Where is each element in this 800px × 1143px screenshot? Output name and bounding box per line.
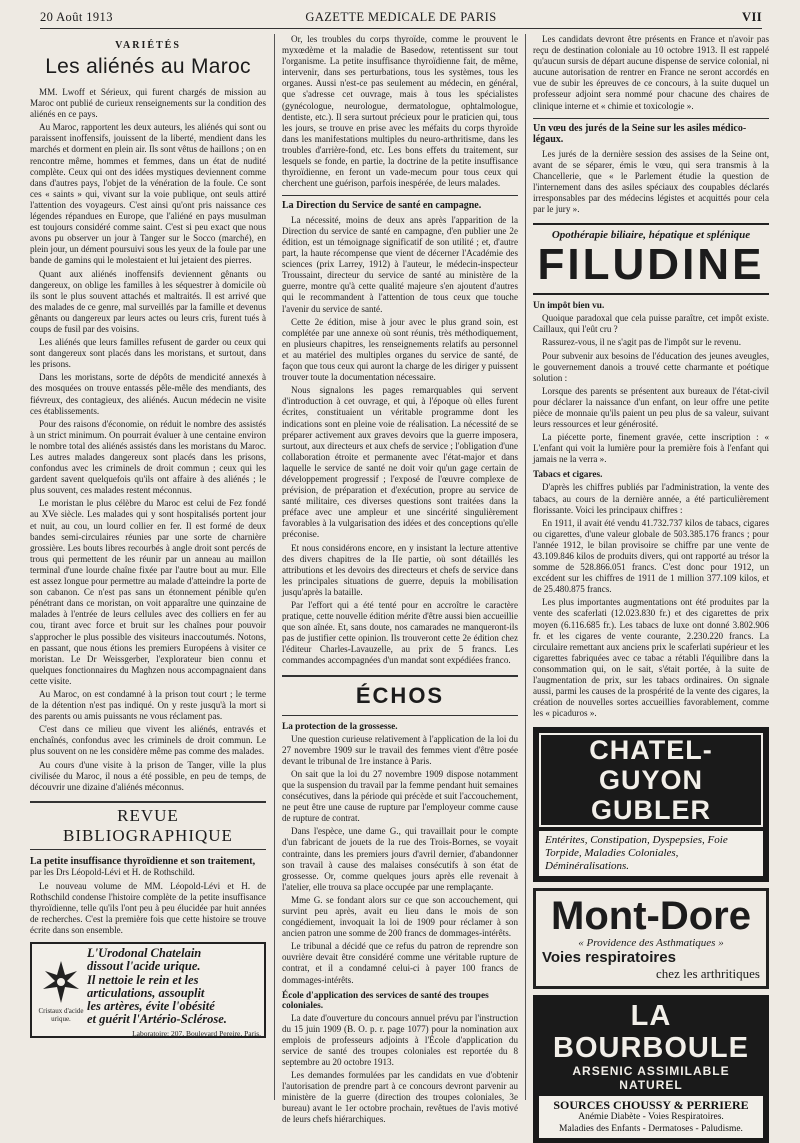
paragraph: La date d'ouverture du concours annuel prévu par l'instruction du 15 juin 1909 (B. O. p. r. page 1077) pour la nomination aux emplois de professeurs adjoints à l'École d'application du service de santé des troupes coloniales est reportée du 8 septembre au 20 octobre 1913. bbox=[282, 1012, 518, 1067]
page-header bbox=[40, 10, 762, 29]
ad-line: L'Urodonal Chatelain bbox=[87, 946, 202, 961]
la-bourboule-sources: SOURCES CHOUSSY & PERRIERE bbox=[553, 1098, 749, 1113]
paragraph: Rassurez-vous, il ne s'agit pas de l'impôt sur le revenu. bbox=[542, 337, 742, 348]
paragraph: Quant aux aliénés inoffensifs deviennent gênants ou dangereux, on oblige les familles à les séquestrer à domicile où ils sont le plus souvent attachés et maltraités. Il est arrivé que des malades de ce genre, mal surveillés par la famille et devenus gênants ou dangereux par leurs actes ou leurs cris, furent tués à coups de fusil par des voisins. bbox=[30, 268, 266, 334]
article-title: Les aliénés au Maroc bbox=[45, 55, 251, 78]
paragraph: Les candidats devront être présents en France et n'avoir pas reçu de destination coloniale au 10 octobre 1913. Il est rappelé qu'aucun sursis de départ aucune dispense de service colonial, ni aucune autorisation de rentrer en France ne seront accordés en vue de subir les épreuves de ce concours, à la suite duquel un professeur adjoint sera nommé pour chacune des chaires de clinique interne et « chimie et toxicologie ». bbox=[533, 34, 769, 111]
review-section-title: REVUE BIBLIOGRAPHIQUE bbox=[30, 801, 266, 850]
la-bourboule-brand: LA BOURBOULE bbox=[553, 1000, 749, 1065]
column-2 bbox=[282, 34, 518, 1125]
column-1 bbox=[30, 34, 266, 1102]
book-title: La petite insuffisance thyroïdienne et son traitement, bbox=[30, 855, 256, 867]
column-3 bbox=[533, 34, 769, 1135]
paragraph: Les demandes formulées par les candidats en vue d'obtenir l'autorisation de prendre part à ce concours devront parvenir au ministère de la guerre (direction des troupes coloniales, 3e bureau) avant le 1er octobre prochain, revêtues de l'avis motivé de leurs chefs hiérarchiques. bbox=[282, 1070, 518, 1125]
paragraph: Au cours d'une visite à la prison de Tanger, ville la plus civilisée du Maroc, il nous a été possible, en peu de temps, de découvrir une dizaine d'aliénés méconnus. bbox=[30, 759, 266, 792]
review-text: Le nouveau volume de MM. Léopold-Lévi et H. de Rothschild condense l'histoire complète de la petite insuffisance thyroïdienne, telle qu'ils l'ont peu à peu élucidée par huit années de recherches. C'est la première fois que cette histoire se trouve écrite dans son ensemble. bbox=[30, 880, 266, 936]
paragraph: Les jurés de la dernière session des assises de la Seine ont, avant de se séparer, émis le vœu, qui sera transmis à la Chancellerie, que « le Parlement étudie la question de l'internement dans des asiles spéciaux des coupables déclarés irresponsables par des médecins légistes et acquittés pour cela par le jury ». bbox=[533, 148, 769, 215]
paragraph: C'est dans ce milieu que vivent les aliénés, entravés et enchaînés, confondus avec les criminels de droit commun. Le plus souvent on ne les considère même pas comme des malades. bbox=[30, 724, 266, 757]
page-number: VII bbox=[742, 10, 762, 24]
paragraph: Au Maroc, rapportent les deux auteurs, les aliénés qui sont ou paraissent inoffensifs, jouissent de la liberté, mendient dans les marchés et dorment en plein air. Ils sont vêtus de haillons ; on en rencontre même, hommes et femmes, dans un état de nudité complète. Ceux qui ont des idées mystiques deviennent comme dans d'autres pays, l'objet de la vénération de la foule. Ce sont ces « saints » qui, vivant sur la voie publique, ont seuls attiré l'attention des voyageurs. C'est ainsi qu'ont pris naissance ces légendes répandues en Europe, que l'aliéné en pays musulman est toujours considéré comme saint. C'est si peu exact que nous avons pu observer un jour à Tanger sur le Socco (marché), en plein jour, un dément poursuivi sous les yeux de la foule par une bande de gamins qui le molestaient et lui jetaient des pierres. bbox=[30, 122, 266, 266]
echos-section-title: ÉCHOS bbox=[282, 675, 518, 716]
crystals-icon bbox=[39, 957, 83, 1007]
flask-illustration bbox=[35, 947, 87, 1033]
filudine-brand: FILUDINE bbox=[537, 240, 765, 290]
issue-date: 20 Août 1913 bbox=[40, 10, 113, 24]
mont-dore-chez: chez les arthritiques bbox=[656, 966, 760, 982]
column-divider bbox=[274, 34, 275, 1100]
article-body bbox=[30, 87, 266, 793]
paragraph: Quoique paradoxal que cela puisse paraître, cet impôt existe. Caillaux, qui l'eût cru ? bbox=[533, 313, 769, 335]
chatel-guyon-indications: Entérites, Constipation, Dyspepsies, Foie Torpide, Maladies Coloniales, Déminéralisations. bbox=[539, 831, 763, 876]
column-divider bbox=[525, 34, 526, 1100]
voeu-title: Un vœu des jurés de la Seine sur les asiles médico-légaux. bbox=[533, 118, 769, 146]
paragraph: Le tribunal a décidé que ce refus du patron de reprendre son ouvrière devait être considéré comme une véritable rupture de contrat, et il a condamné celui-ci à payer 100 francs de dommages-intérêts. bbox=[282, 941, 518, 985]
flask-caption: Cristaux d'acide urique. bbox=[38, 1007, 84, 1024]
ad-line: articulations, assouplit bbox=[87, 985, 205, 1000]
brand-line: CHATEL-GUYON bbox=[589, 735, 713, 796]
mont-dore-subtitle: « Providence des Asthmatiques » bbox=[578, 937, 724, 950]
paragraph: Le moristan le plus célèbre du Maroc est celui de Fez fondé au XVe siècle. Les malades qui y sont hospitalisés portent jour et nuit, au cou, un lourd collier en fer. Il est formé de deux bandes semi-circulaires réunies par une sorte de charnière grossière. Les bouts libres recourbés à angle droit sont percés de trous qui permettent de les réunir par un anneau au maillon terminal d'une lourde chaîne fixée par l'autre bout au mur. Elle est assez longue pour permettre au malade d'atteindre la porte de son cabanon. Ce n'est pas sans un étonnement pénible qu'en pénétrant dans ce moristan, on voit apparaître une quinzaine de malades à l'entrée de leurs cellules avec des colliers en fer au cou, tirant avec force et bruit sur les chaînes pour pouvoir s'approcher le plus possible des visiteurs inaccoutumés. Notons, en passant, que nous étions les premiers Européens à visiter ce moristan. Le Dr Weissgerber, l'explorateur bien connu et quelques fonctionnaires du Maghzen nous accompagnaient dans cette visite. bbox=[30, 498, 266, 686]
paragraph: Lorsque des parents se présentent aux bureaux de l'état-civil pour déclarer la naissance d'un enfant, on leur offre une petite pièce de monnaie qu'ils paient un peu plus de sa valeur, suivant leurs ressources et leur générosité. bbox=[533, 385, 769, 430]
ad-line: et guérit l'Artério-Sclérose. bbox=[87, 1012, 227, 1027]
paragraph: Cette 2e édition, mise à jour avec le plus grand soin, est complétée par une annexe où sont réunis, très méthodiquement, en plusieurs chapitres, les renseignements relatifs au personnel et au matériel des multiples organes du service de santé, de façon que tous ceux qui auront la charge de les diriger y puissent trouver toute la documentation nécessaire. bbox=[282, 316, 518, 383]
la-bourboule-details bbox=[539, 1096, 763, 1138]
paragraph: Par l'effort qui a été tenté pour en accroître le caractère pratique, cette nouvelle édition mérite d'être aussi bien accueillie que son aînée. Et, sans doute, nos camarades ne manqueront-ils pas de justifier cette opinion. Ils trouveront cette 2e édition chez l'éditeur Charles-Lavauzelle, au prix de 5 francs. Les commandes accompagnées d'un mandat sont expédiées franco. bbox=[282, 600, 518, 666]
filudine-advertisement bbox=[533, 223, 769, 295]
paragraph: La nécessité, moins de deux ans après l'apparition de la Direction du service de santé en campagne, d'en publier une 2e édition, est un témoignage significatif de son utilité ; et, d'autre part, la haute récompense que vient de décerner l'Académie des sciences (prix Larrey, 1912) à l'auteur, le médecin-inspecteur Troussaint, directeur du service de santé au ministère de la guerre, montre qu'à cette qualité majeure s'en ajoutent d'autres qui le recommandent à l'attention de tous ceux que touche l'avenir du service de santé. bbox=[282, 214, 518, 314]
paragraph: En 1911, il avait été vendu 41.732.737 kilos de tabacs, cigares ou cigarettes, d'une valeur globale de 503.385.176 francs ; pour l'année 1912, le bilan provisoire se chiffre par une vente de 43.109.846 kilos de produits divers, qui ont rapporté au trésor la somme de 528.866.051 francs. C'est donc pour 1912, un excédent sur les chiffres de 1911 de 1 million 377.109 kilos, et de 25.480.875 francs. bbox=[533, 517, 769, 595]
paragraph: La piécette porte, finement gravée, cette inscription : « L'enfant qui voit la lumière pour la première fois à l'enfant qui jamais ne la verra ». bbox=[533, 432, 769, 465]
paragraph: Dans l'espèce, une dame G., qui travaillait pour le compte d'un fabricant de jouets de la rue des Trois-Bornes, se voyait contrainte, dans les premiers jours d'avril dernier, d'abandonner son travail à cause des malaises consécutifs à son état de grossesse. Or, comme quelques jours après elle revenait à l'atelier, elle trouva sa place occupée par une remplaçante. bbox=[282, 826, 518, 892]
paragraph: Or, les troubles du corps thyroïde, comme le prouvent le myxœdème et la maladie de Basedow, retentissent sur tout l'organisme. La petite insuffisance thyroïdienne fait, de même, intervenir, dans ses perturbations, tous les systèmes, tous les organes. Aussi n'est-ce pas seulement au médecin, en général, que s'adresse cet ouvrage, mais à tous les spécialistes (gynécologue, neurologue, dermatologue, ophtalmologue, dentiste, etc.). Il sera surtout précieux pour le praticien qui, tous les jours, se trouve en prise avec les méfaits du corps thyroïde dans les manifestations multiples du neuro-arthritisme, dans les troubles d'arrière-fond, etc. Les bons effets du traitement, sur lesquels se fonde, en partie, la doctrine de la petite insuffisance thyroïdienne, en feront un vade-mecum pour tous ceux qui cherchent une guérison, parfois inespérée, de leurs malades. bbox=[282, 34, 518, 189]
book-authors: par les Drs Léopold-Lévi et H. de Rothschild. bbox=[30, 867, 195, 878]
urodonal-text bbox=[87, 946, 261, 1038]
la-bourboule-line: Anémie Diabète - Voies Respiratoires. bbox=[578, 1112, 724, 1123]
paragraph: On sait que la loi du 27 novembre 1909 dispose notamment que la suspension du travail par la femme pendant huit semaines consécutives, dans la période qui précède et suit l'accouchement, ne peut être une cause de rupture par l'employeur comme cause de rupture de contrat. bbox=[282, 768, 518, 824]
service-title: La Direction du Service de santé en campagne. bbox=[282, 195, 518, 212]
paragraph: Nous signalons les pages remarquables qui servent d'introduction à cet ouvrage, et qui, à l'époque où elles furent écrites, constituaient un véritable programme dont les indications sont en pleine voie de réalisation. La nécessité de se préparer activement aux graves devoirs que la guerre imposera, surtout, aux directeurs et aux chefs de service ; l'obligation d'une collaboration étroite et permanente avec l'état-major et dans laquelle le service de santé ne doit voir qu'un gage certain de développement progressif ; l'exposé de l'œuvre complexe de prévision, de préparation et d'exécution, propre au service de santé militaire, ces diverses questions sont traitées dans la préface avec une ampleur et une sincérité singulièrement favorables à la vulgarisation des idées et des conceptions qu'elle préconise. bbox=[282, 385, 518, 540]
la-bourboule-subtitle: ARSENIC ASSIMILABLE NATUREL bbox=[572, 1064, 730, 1093]
ad-line: dissout l'acide urique. bbox=[87, 959, 201, 974]
urodonal-advertisement bbox=[30, 942, 266, 1038]
paragraph: Mme G. se fondant alors sur ce que son accouchement, qui survint peu après, avait eu lieu dans le mois de son congédiement, invoquait la loi de 1909 pour réclamer à son ancien patron une somme de 200 francs de dommages-intérêts. bbox=[282, 894, 518, 939]
book-heading bbox=[30, 856, 266, 879]
la-bourboule-advertisement bbox=[533, 995, 769, 1143]
la-bourboule-line: Maladies des Enfants - Dermatoses - Paludisme. bbox=[559, 1124, 743, 1135]
mont-dore-advertisement bbox=[533, 888, 769, 989]
tabacs-title: Tabacs et cigares. bbox=[533, 470, 603, 481]
ad-line: Il nettoie le rein et les bbox=[87, 972, 199, 987]
chatel-guyon-advertisement bbox=[533, 727, 769, 882]
paragraph: Pour subvenir aux besoins de l'éducation des jeunes aveugles, le gouvernement danois a trouvé cette charmante et poétique solution : bbox=[533, 350, 769, 383]
impot-title: Un impôt bien vu. bbox=[533, 301, 605, 312]
journal-title: GAZETTE MEDICALE DE PARIS bbox=[305, 10, 497, 24]
mont-dore-brand: Mont-Dore bbox=[551, 894, 751, 939]
mont-dore-voies: Voies respiratoires bbox=[542, 949, 676, 967]
paragraph: Dans les moristans, sorte de dépôts de mendicité annexés à des mosquées on trouve entassés pêle-mêle des mendiants, des fiévreux, des contagieux, des aliénés. Aucun médecin ne visite ces établissements. bbox=[30, 372, 266, 416]
paragraph: Pour des raisons d'économie, on réduit le nombre des assistés à un strict minimum. On pourrait évaluer à une centaine environ le nombre total des aliénés assistés dans les moristans du Maroc. Les autres malades dangereux sont placés dans les prisons, confondus avec les criminels de droit commun ; ceux qui les gardent savent quelquefois qu'ils ont affaire à des aliénés ; le plus souvent, ces malades restent méconnus. bbox=[30, 418, 266, 496]
chatel-guyon-brand bbox=[539, 733, 763, 827]
paragraph: MM. Lwoff et Sérieux, qui furent chargés de mission au Maroc ont publié de curieux renseignements sur la condition des aliénés en ce pays. bbox=[30, 87, 266, 120]
ecole-title: École d'application des services de santé des troupes coloniales. bbox=[282, 990, 489, 1011]
ad-address: Laboratoire: 207, Boulevard Pereire, Paris. bbox=[132, 1028, 261, 1038]
filudine-subtitle: Opothérapie biliaire, hépatique et splénique bbox=[551, 229, 751, 242]
paragraph: Au Maroc, on est condamné à la prison tout court ; le terme de la détention n'est pas indiqué. On y reste jusqu'à la mort si des parents ou amis puissants ne vous réclament pas. bbox=[30, 688, 266, 722]
brand-line: GUBLER bbox=[591, 795, 711, 826]
ad-line: les artères, évite l'obésité bbox=[87, 999, 215, 1014]
paragraph: Et nous considérons encore, en y insistant la lecture attentive des divers chapitres de la IIe partie, où sont détaillés les attributions et les devoirs des directeurs et chefs de service dans les principales situations de guerre, depuis la mobilisation jusqu'après la bataille. bbox=[282, 542, 518, 597]
protection-title: La protection de la grossesse. bbox=[282, 721, 398, 732]
paragraph: Les plus importantes augmentations ont été produites par la vente des scaferlati (12.023.830 fr.) et des cigarettes de prix moyen (6.116.685 fr.). Les tabacs de luxe ont donné 3.802.906 fr. et les cigares de vente courante, 2.230.220 francs. La circulaire remettant aux anciens prix le scaferlati supérieur et les cigarettes fabriquées avec ce tabac a rétabli l'équilibre dans la consommation qui, on le sait, s'était portée, à la suite de l'augmentation de prix, sur les tabacs ordinaires. On signale aussi, parmi les causes de la prospérité de la vente des cigares, la création de nouvelles sortes accueillies favorablement, comme les « picaduros ». bbox=[533, 597, 769, 719]
paragraph: Une question curieuse relativement à l'application de la loi du 27 novembre 1909 sur le travail des femmes vient d'être posée devant le tribunal de 1re instance à Paris. bbox=[282, 733, 518, 766]
paragraph: D'après les chiffres publiés par l'administration, la vente des tabacs, au cours de la dernière année, a été particulièrement florissante. Voici les principaux chiffres : bbox=[533, 482, 769, 515]
section-kicker: VARIÉTÉS bbox=[115, 40, 181, 51]
paragraph: Les aliénés que leurs familles refusent de garder ou ceux qui sont dangereux sont placés dans les moristans, et surtout, dans les prisons. bbox=[30, 337, 266, 370]
